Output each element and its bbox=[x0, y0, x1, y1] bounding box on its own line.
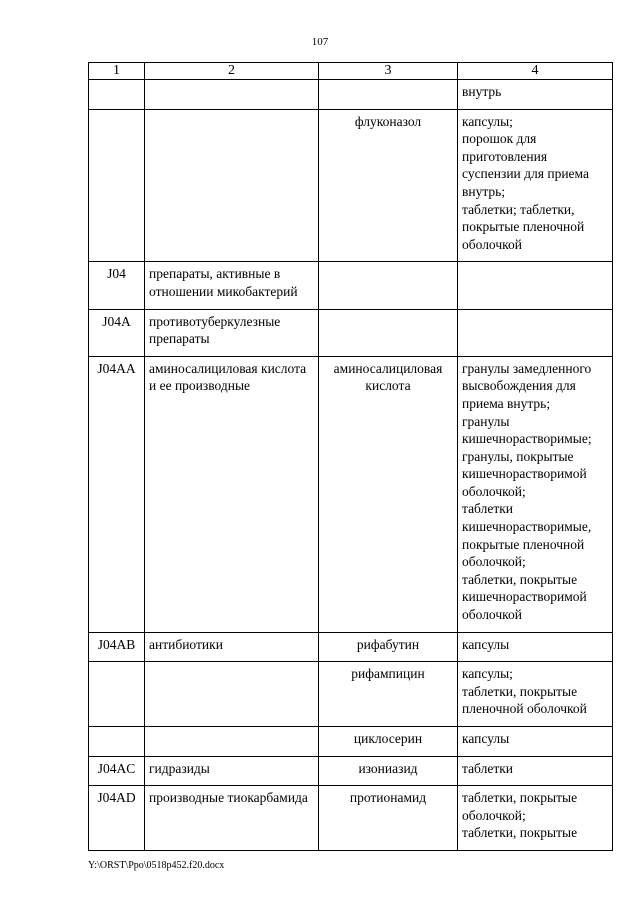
atc-code-cell: J04AC bbox=[89, 756, 145, 786]
atc-code-cell bbox=[89, 662, 145, 727]
drug-name-cell: аминосалициловая кислота bbox=[319, 356, 458, 632]
dosage-forms-cell: капсулы; таблетки, покрытые пленочной оболочкой bbox=[458, 662, 613, 727]
atc-code-cell: J04 bbox=[89, 262, 145, 309]
group-name-cell bbox=[145, 109, 319, 262]
atc-code-cell bbox=[89, 109, 145, 262]
drug-name-cell bbox=[319, 262, 458, 309]
atc-code-cell bbox=[89, 80, 145, 110]
page-number: 107 bbox=[311, 36, 329, 48]
table-row bbox=[89, 727, 613, 757]
group-name-cell: антибиотики bbox=[145, 632, 319, 662]
table-header-row bbox=[89, 63, 613, 80]
drug-name-cell: рифабутин bbox=[319, 632, 458, 662]
group-name-cell bbox=[145, 727, 319, 757]
table-row bbox=[89, 632, 613, 662]
group-name-cell: препараты, активные в отношении микобактерий bbox=[145, 262, 319, 309]
drug-name-cell: циклосерин bbox=[319, 727, 458, 757]
atc-code-cell: J04A bbox=[89, 309, 145, 356]
atc-code-cell: J04AB bbox=[89, 632, 145, 662]
dosage-forms-cell: внутрь bbox=[458, 80, 613, 110]
table-row bbox=[89, 356, 613, 632]
drug-name-cell: изониазид bbox=[319, 756, 458, 786]
group-name-cell: производные тиокарбамида bbox=[145, 786, 319, 851]
table-row bbox=[89, 662, 613, 727]
group-name-cell bbox=[145, 662, 319, 727]
column-header: 2 bbox=[145, 63, 319, 80]
dosage-forms-cell: таблетки bbox=[458, 756, 613, 786]
column-header: 3 bbox=[319, 63, 458, 80]
table-row bbox=[89, 309, 613, 356]
dosage-forms-cell bbox=[458, 262, 613, 309]
dosage-forms-cell bbox=[458, 309, 613, 356]
table-row bbox=[89, 80, 613, 110]
dosage-forms-cell: гранулы замедленного высвобождения для приема внутрь; гранулы кишечнорастворимые; гранулы, покрытые кишечнорастворимой оболочкой; таблетки кишечнорастворимые, покрытые пленочной оболочкой; таблетки, покрытые кишечнорастворимой оболочкой bbox=[458, 356, 613, 632]
drug-table bbox=[88, 62, 613, 851]
drug-name-cell: рифампицин bbox=[319, 662, 458, 727]
table-row bbox=[89, 786, 613, 851]
group-name-cell: гидразиды bbox=[145, 756, 319, 786]
group-name-cell: аминосалициловая кислота и ее производные bbox=[145, 356, 319, 632]
column-header: 4 bbox=[458, 63, 613, 80]
atc-code-cell: J04AA bbox=[89, 356, 145, 632]
dosage-forms-cell: капсулы; порошок для приготовления суспензии для приема внутрь; таблетки; таблетки, покрытые пленочной оболочкой bbox=[458, 109, 613, 262]
table-row bbox=[89, 262, 613, 309]
group-name-cell: противотуберкулезные препараты bbox=[145, 309, 319, 356]
table-row bbox=[89, 756, 613, 786]
group-name-cell bbox=[145, 80, 319, 110]
dosage-forms-cell: капсулы bbox=[458, 632, 613, 662]
drug-name-cell: флуконазол bbox=[319, 109, 458, 262]
table-row bbox=[89, 109, 613, 262]
dosage-forms-cell: капсулы bbox=[458, 727, 613, 757]
drug-name-cell bbox=[319, 309, 458, 356]
drug-name-cell bbox=[319, 80, 458, 110]
file-path-footer: Y:\ORST\Ppo\0518p452.f20.docx bbox=[88, 860, 225, 871]
drug-name-cell: протионамид bbox=[319, 786, 458, 851]
column-header: 1 bbox=[89, 63, 145, 80]
dosage-forms-cell: таблетки, покрытые оболочкой; таблетки, покрытые bbox=[458, 786, 613, 851]
atc-code-cell bbox=[89, 727, 145, 757]
atc-code-cell: J04AD bbox=[89, 786, 145, 851]
